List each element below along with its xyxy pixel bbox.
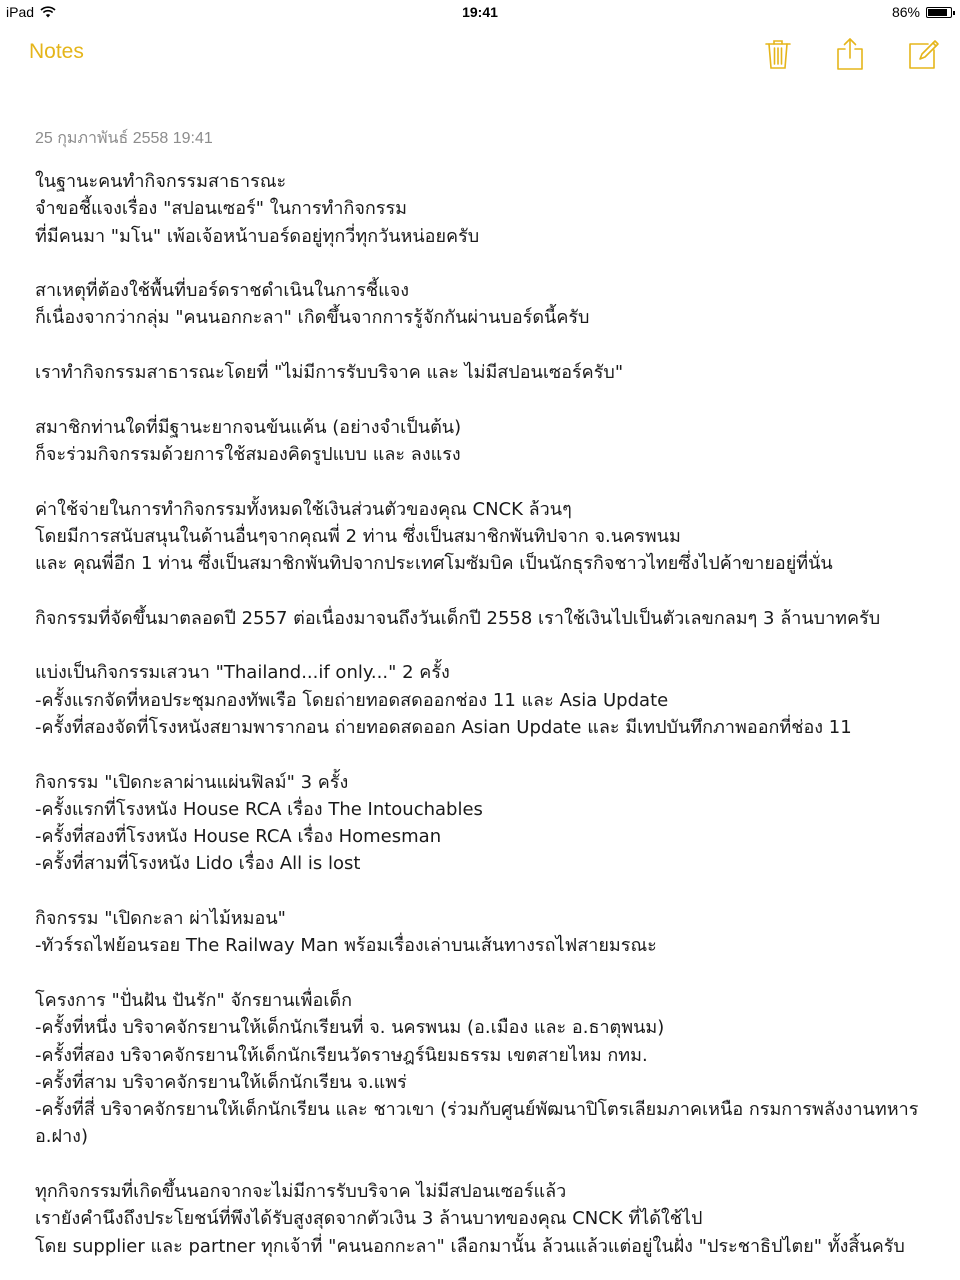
note-line: ที่มีคนมา "มโน" เพ้อเจ้อหน้าบอร์ดอยู่ทุกวี่ทุกวันหน่อยครับ bbox=[35, 225, 480, 247]
note-line: -ครั้งที่หนึ่ง บริจาคจักรยานให้เด็กนักเรียนที่ จ. นครพนม (อ.เมือง และ อ.ธาตุพนม) bbox=[35, 1017, 665, 1039]
note-blank-line bbox=[35, 960, 930, 987]
status-right bbox=[892, 4, 952, 20]
note-blank-line bbox=[35, 577, 930, 604]
note-line: ค่าใช้จ่ายในการทำกิจกรรมทั้งหมดใช้เงินส่วนตัวของคุณ CNCK ล้วนๆ bbox=[35, 498, 572, 520]
note-line: ทุกกิจกรรมที่เกิดขึ้นนอกจากจะไม่มีการรับบริจาค ไม่มีสปอนเซอร์แล้ว bbox=[35, 1180, 567, 1202]
status-time: 19:41 bbox=[462, 4, 498, 20]
note-line: -ครั้งที่สาม บริจาคจักรยานให้เด็กนักเรียน จ.แพร่ bbox=[35, 1071, 407, 1093]
note-line: จำขอชี้แจงเรื่อง "สปอนเซอร์" ในการทำกิจกรรม bbox=[35, 198, 408, 220]
note-line: ก็เนื่องจากว่ากลุ่ม "คนนอกกะลา" เกิดขึ้นจากการรู้จักกันผ่านบอร์ดนี้ครับ bbox=[35, 307, 590, 329]
note-line: -ครั้งที่สองจัดที่โรงหนังสยามพารากอน ถ่ายทอดสดออก Asian Update และ มีเทปบันทึกภาพออกที่ช่อง 11 bbox=[35, 716, 852, 738]
battery-fill bbox=[928, 9, 947, 16]
device-name: iPad bbox=[6, 4, 35, 20]
compose-icon[interactable] bbox=[906, 36, 942, 72]
note-line: กิจกรรม "เปิดกะลาผ่านแผ่นฟิลม์" 3 ครั้ง bbox=[35, 771, 349, 793]
note-blank-line bbox=[35, 878, 930, 905]
note-line: โดย supplier และ partner ทุกเจ้าที่ "คนนอกกะลา" เลือกมานั้น ล้วนแล้วแต่อยู่ในฝั่ง "ประชาธิปไตย" ทั้งสิ้นครับ bbox=[35, 1235, 905, 1257]
note-line: -ครั้งที่สี่ บริจาคจักรยานให้เด็กนักเรียน และ ชาวเขา (ร่วมกับศูนย์พัฒนาปิโตรเลียมภาคเหนือ กรมการพลังงานทหาร bbox=[35, 1099, 919, 1121]
share-icon[interactable] bbox=[832, 36, 868, 72]
note-line: เรายังคำนึงถึงประโยชน์ที่พึงได้รับสูงสุดจากตัวเงิน 3 ล้านบาทของคุณ CNCK ที่ได้ใช้ไป bbox=[35, 1208, 703, 1230]
notes-back-button[interactable]: Notes bbox=[29, 40, 84, 63]
battery-icon bbox=[926, 7, 952, 18]
note-line: -ทัวร์รถไฟย้อนรอย The Railway Man พร้อมเรื่องเล่าบนเส้นทางรถไฟสายมรณะ bbox=[35, 935, 657, 957]
note-blank-line bbox=[35, 332, 930, 359]
note-line: -ครั้งแรกที่โรงหนัง House RCA เรื่อง The Intouchables bbox=[35, 798, 483, 820]
note-line: โดยมีการสนับสนุนในด้านอื่นๆจากคุณพี่ 2 ท่าน ซึ่งเป็นสมาชิกพันทิปจาก จ.นครพนม bbox=[35, 525, 681, 547]
note-line: สาเหตุที่ต้องใช้พื้นที่บอร์ดราชดำเนินในการชี้แจง bbox=[35, 280, 410, 302]
note-blank-line bbox=[35, 632, 930, 659]
note-line: แบ่งเป็นกิจกรรมเสวนา "Thailand...if only..." 2 ครั้ง bbox=[35, 662, 450, 684]
note-blank-line bbox=[35, 741, 930, 768]
note-blank-line bbox=[35, 1151, 930, 1178]
note-line: โครงการ "ปั่นฝัน ปันรัก" จักรยานเพื่อเด็ก bbox=[35, 989, 353, 1011]
note-line: -ครั้งที่สอง บริจาคจักรยานให้เด็กนักเรียนวัดราษฎร์นิยมธรรม เขตสายไหม กทม. bbox=[35, 1044, 648, 1066]
note-blank-line bbox=[35, 468, 930, 495]
note-date: 25 กุมภาพันธ์ 2558 19:41 bbox=[35, 130, 213, 147]
note-blank-line bbox=[35, 250, 930, 277]
trash-icon[interactable] bbox=[760, 36, 796, 72]
note-blank-line bbox=[35, 386, 930, 413]
note-line: สมาชิกท่านใดที่มีฐานะยากจนข้นแค้น (อย่างจำเป็นต้น) bbox=[35, 416, 462, 438]
note-line: อ.ฝาง) bbox=[35, 1126, 88, 1148]
note-line: กิจกรรม "เปิดกะลา ผ่าไม้หมอน" bbox=[35, 908, 286, 930]
nav-bar bbox=[0, 26, 960, 86]
note-line: -ครั้งที่สามที่โรงหนัง Lido เรื่อง All is lost bbox=[35, 853, 361, 875]
note-line: เราทำกิจกรรมสาธารณะโดยที่ "ไม่มีการรับบริจาค และ ไม่มีสปอนเซอร์ครับ" bbox=[35, 362, 624, 384]
battery-percent: 86% bbox=[891, 4, 920, 20]
note-body[interactable] bbox=[35, 168, 930, 1260]
note-line: -ครั้งแรกจัดที่หอประชุมกองทัพเรือ โดยถ่ายทอดสดออกช่อง 11 และ Asia Update bbox=[35, 689, 669, 711]
note-line: กิจกรรมที่จัดขึ้นมาตลอดปี 2557 ต่อเนื่องมาจนถึงวันเด็กปี 2558 เราใช้เงินไปเป็นตัวเลขกลมๆ 3 ล้านบาทครับ bbox=[35, 607, 881, 629]
note-line: -ครั้งที่สองที่โรงหนัง House RCA เรื่อง Homesman bbox=[35, 826, 442, 848]
note-line: และ คุณพี่อีก 1 ท่าน ซึ่งเป็นสมาชิกพันทิปจากประเทศโมซัมบิค เป็นนักธุรกิจชาวไทยซึ่งไปค้าขายอยู่ที่นั่น bbox=[35, 553, 833, 575]
note-line: ในฐานะคนทำกิจกรรมสาธารณะ bbox=[35, 171, 287, 192]
status-bar bbox=[0, 0, 960, 26]
note-line: ก็จะร่วมกิจกรรมด้วยการใช้สมองคิดรูปแบบ และ ลงแรง bbox=[35, 443, 461, 465]
